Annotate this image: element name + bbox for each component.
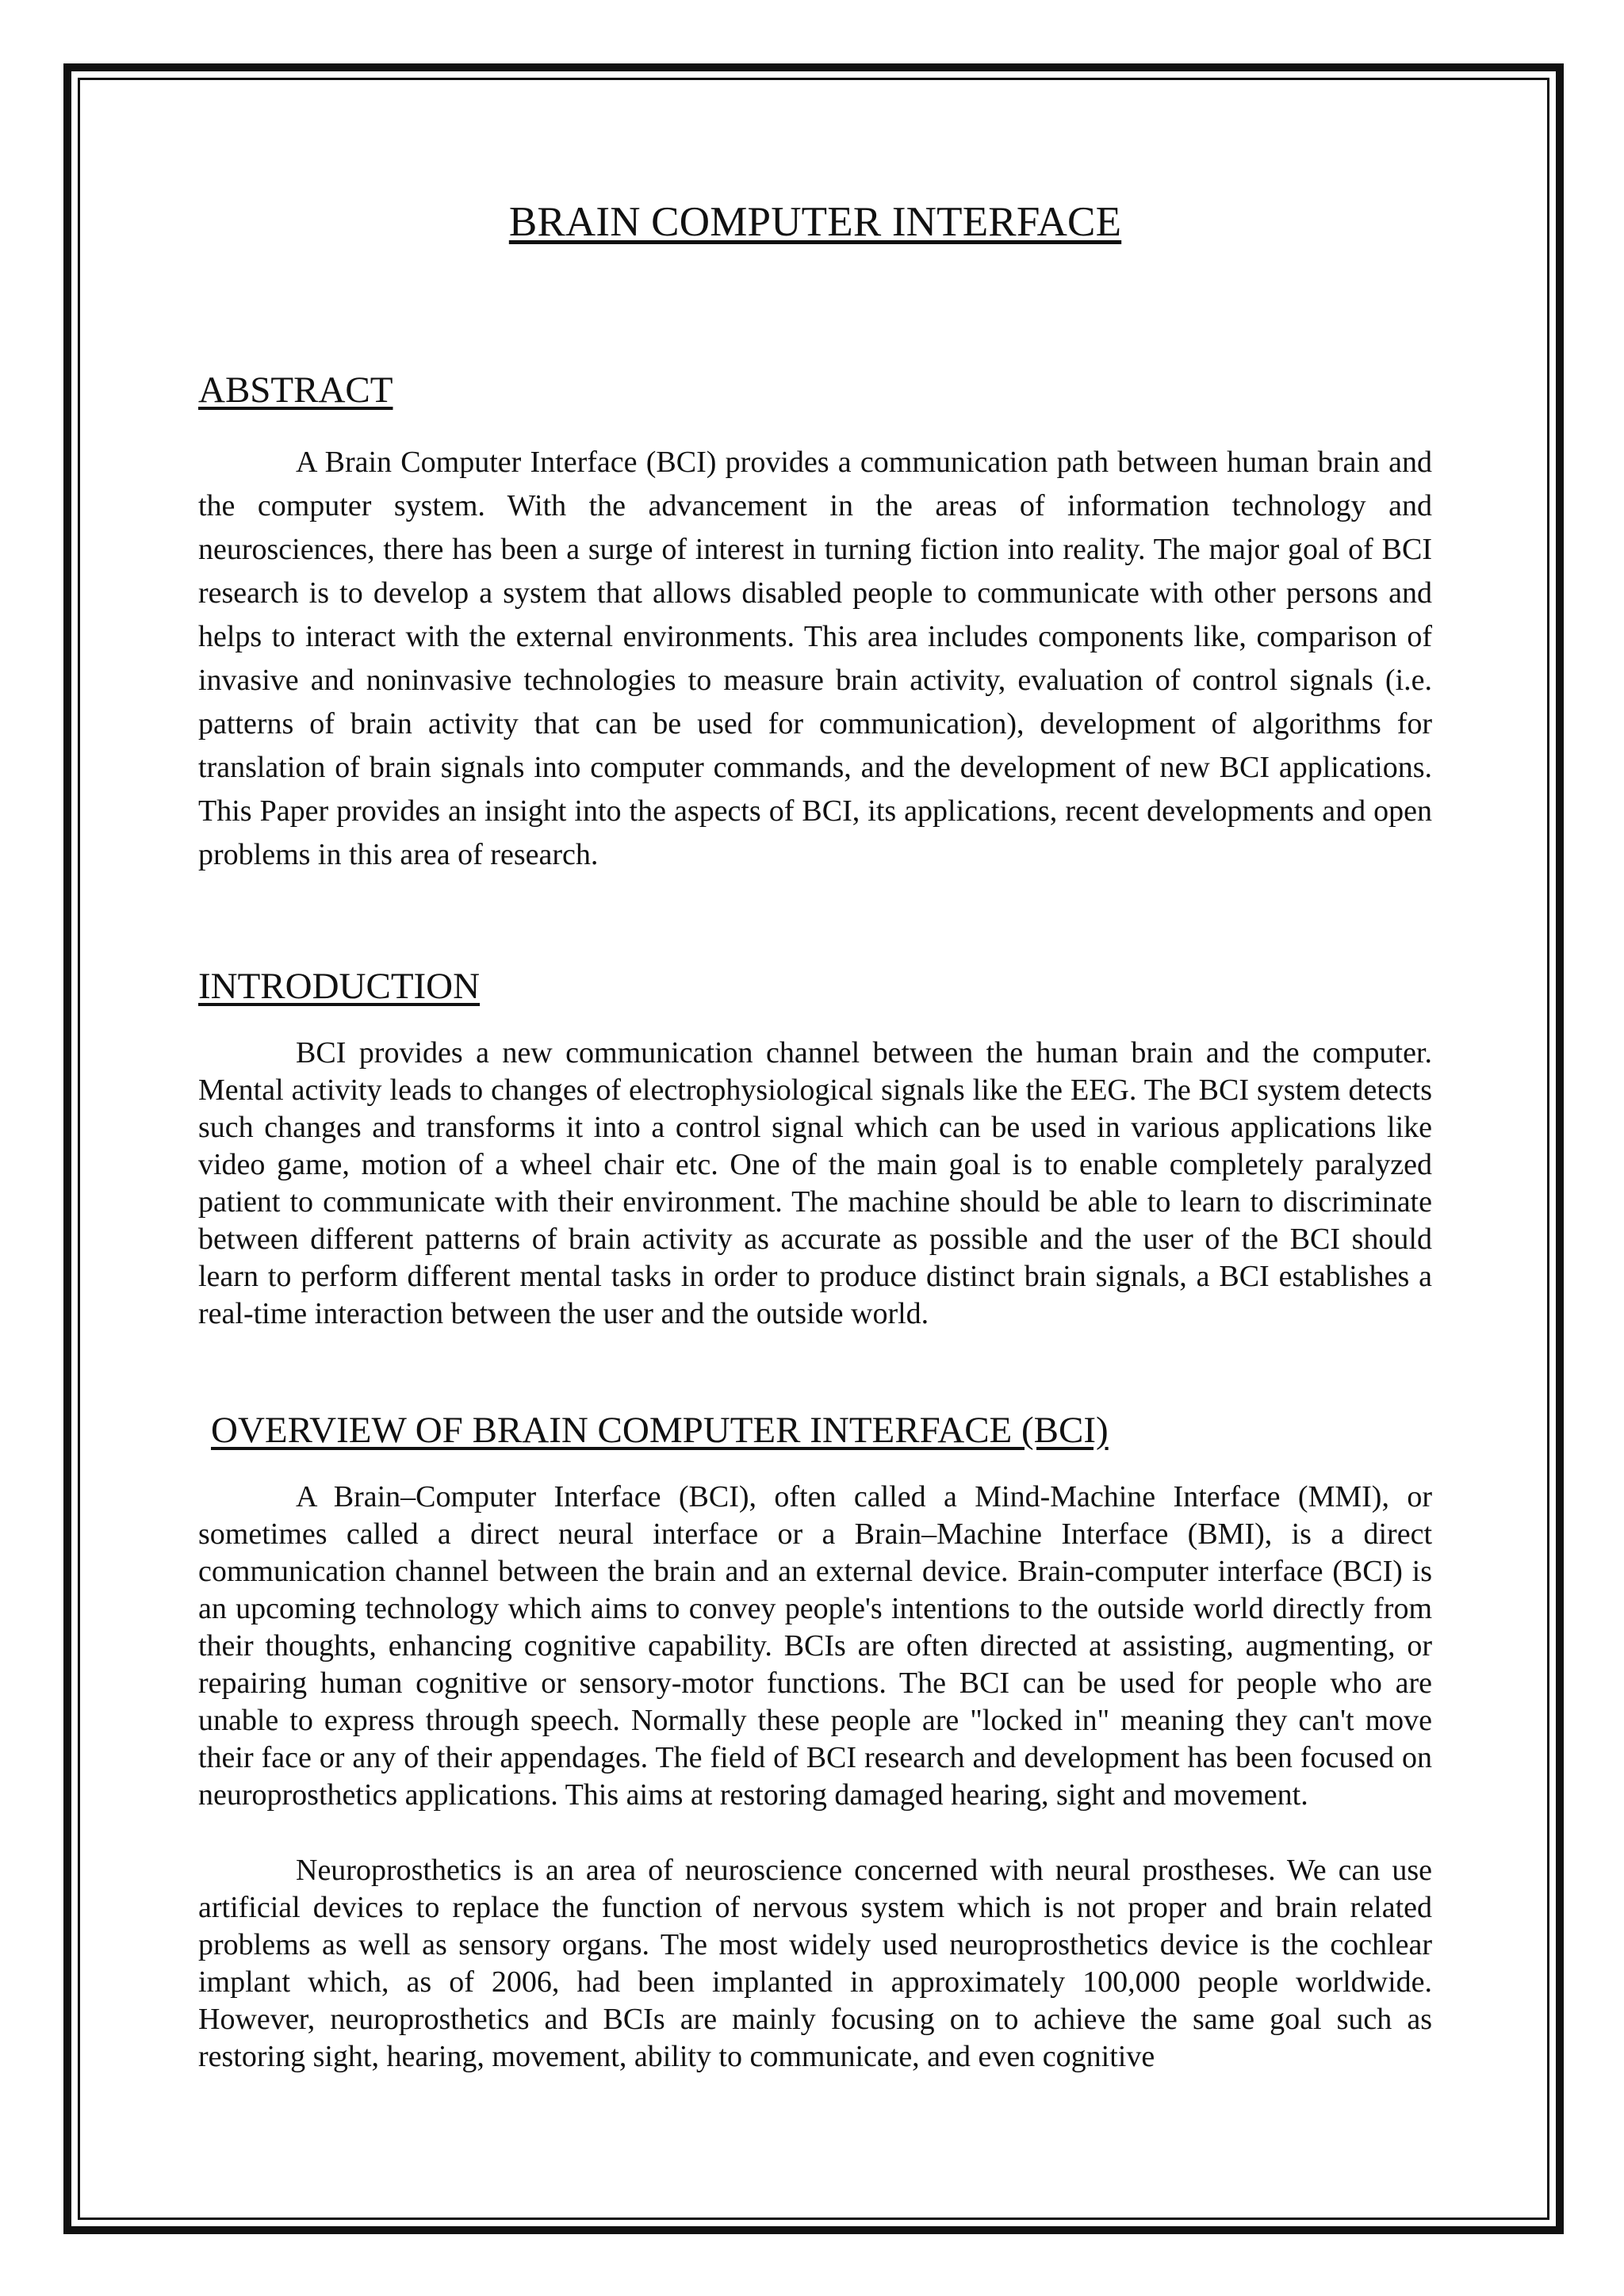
- introduction-paragraph: BCI provides a new communication channel between the human brain and the computer. Mental activity leads to changes of electrophysiological signals like the EEG. The BCI system detects such changes and transforms it into a control signal which can be used in various applications like video game, motion of a wheel chair etc. One of the main goal is to enable completely paralyzed patient to communicate with their environment. The machine should be able to learn to discriminate between different patterns of brain activity as accurate as possible and the user of the BCI should learn to perform different mental tasks in order to produce distinct brain signals, a BCI establishes a real-time interaction between the user and the outside world.: [198, 1036, 1432, 1330]
- document-title: BRAIN COMPUTER INTERFACE: [508, 199, 1122, 245]
- section-heading-introduction: INTRODUCTION: [198, 966, 481, 1007]
- section-heading-abstract: ABSTRACT: [198, 369, 393, 411]
- abstract-paragraph: A Brain Computer Interface (BCI) provides a communication path between human brain and the computer system. With the advancement in the areas of information technology and neurosciences, there has been a surge of interest in turning fiction into reality. The major goal of BCI research is to develop a system that allows disabled people to communicate with other persons and helps to interact with the external environments. This area includes components like, comparison of invasive and noninvasive technologies to measure brain activity, evaluation of control signals (i.e. patterns of brain activity that can be used for communication), development of algorithms for translation of brain signals into computer commands, and the development of new BCI applications. This Paper provides an insight into the aspects of BCI, its applications, recent developments and open problems in this area of research.: [198, 446, 1432, 871]
- overview-paragraph-1: A Brain–Computer Interface (BCI), often called a Mind-Machine Interface (MMI), or sometimes called a direct neural interface or a Brain–Machine Interface (BMI), is a direct communication channel between the brain and an external device. Brain-computer interface (BCI) is an upcoming technology which aims to convey people's intentions to the outside world directly from their thoughts, enhancing cognitive capability. BCIs are often directed at assisting, augmenting, or repairing human cognitive or sensory-motor functions. The BCI can be used for people who are unable to express through speech. Normally these people are "locked in" meaning they can't move their face or any of their appendages. The field of BCI research and development has been focused on neuroprosthetics applications. This aims at restoring damaged hearing, sight and movement.: [198, 1480, 1432, 1812]
- section-heading-overview: OVERVIEW OF BRAIN COMPUTER INTERFACE (BCI): [211, 1410, 1109, 1451]
- overview-paragraph-2: Neuroprosthetics is an area of neuroscience concerned with neural prostheses. We can use artificial devices to replace the function of nervous system which is not proper and brain related problems as well as sensory organs. The most widely used neuroprosthetics device is the cochlear implant which, as of 2006, had been implanted in approximately 100,000 people worldwide. However, neuroprosthetics and BCIs are mainly focusing on to achieve the same goal such as restoring sight, hearing, movement, ability to communicate, and even cognitive: [198, 1854, 1432, 2073]
